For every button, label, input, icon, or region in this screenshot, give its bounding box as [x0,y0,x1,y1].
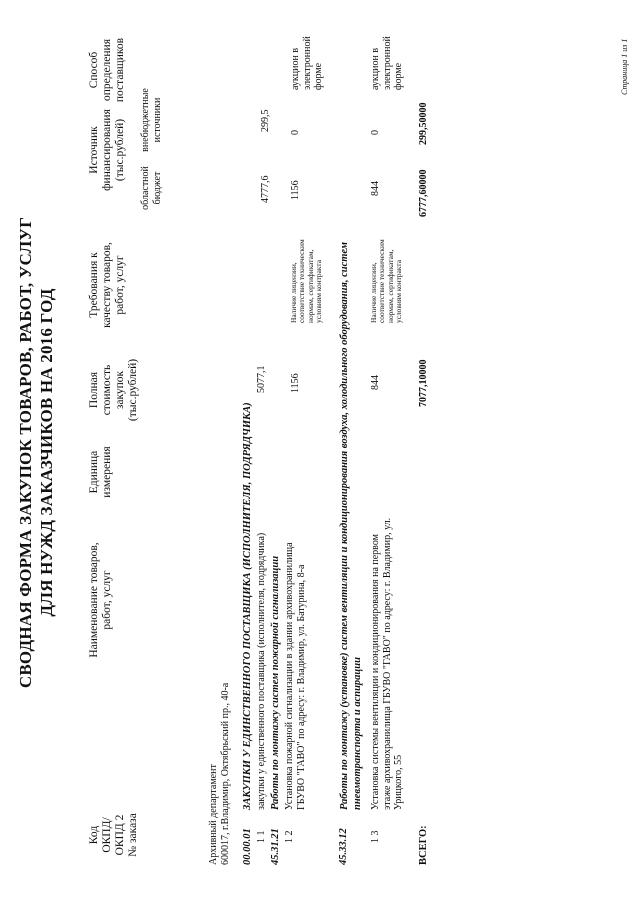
row-2-cost: 1156 [290,373,301,393]
header-name-l2: работ, услуг [101,570,113,630]
header-method-l1: Способ [88,51,100,89]
row-3-name: Установка системы вентиляции и кондиционирования на первом этаже архивохранилища ГБУВО "ГАВО" по адресу: г. Владимир, ул. Урицкого, 55 [370,517,404,810]
section-3-title: Работы по монтажу (установке) систем вентиляции и кондиционирования воздуха, холодильного оборудования, систем пневмотранспорта и аспирации [339,242,363,810]
header-fin-l3: (тыс.рублей) [114,118,126,182]
header-extra-l2: источники [152,97,163,143]
row-3-requirements: Наличие лицензии, соответствие техническим нормам, сертификатам, условиям контракта [369,239,404,323]
page-number: Страница 1 из 1 [620,38,629,95]
header-name-l1: Наименование товаров, [88,542,100,658]
header-regional-budget [140,158,164,218]
total-cost: 7077,10000 [418,359,429,407]
header-code-l4: № заказа [127,813,139,857]
header-method-l2: определения [101,39,113,102]
document-title-line1: СВОДНАЯ ФОРМА ЗАКУПОК ТОВАРОВ, РАБОТ, УСЛУГ [16,216,35,689]
header-cost-l4: (тыс.рублей) [127,358,139,422]
section-1-title: ЗАКУПКИ У ЕДИНСТВЕННОГО ПОСТАВЩИКА (ИСПОЛНИТЕЛЯ, ПОДРЯДЧИКА) [242,402,253,810]
header-unit-l1: Единица [88,450,100,494]
header-method [88,15,127,125]
customer-name: Архивный департамент [208,764,219,865]
customer-address: 600017, г.Владимир, Октябрьский пр., 40-а [220,682,231,865]
section-2-title: Работы по монтажу систем пожарной сигнализации [270,555,281,810]
row-1-extra: 299,5 [260,109,271,132]
row-3-method: аукцион в электронной форме [370,36,404,90]
header-extrabudget [140,80,164,160]
total-label: ВСЕГО: [418,825,429,865]
header-unit [88,432,114,512]
header-cost [88,350,140,430]
header-fin-l1: Источник [88,126,100,174]
row-2-extra: 0 [290,130,301,135]
header-req-l1: Требования к [88,252,100,318]
header-code-l2: ОКПД/ [101,817,113,853]
header-code [88,795,140,875]
row-1-cost: 5077,1 [256,365,267,393]
header-regional-l2: бюджет [152,171,163,205]
row-2-regional: 1156 [290,180,301,200]
document-title-line2: ДЛЯ НУЖД ЗАКАЗЧИКОВ НА 2016 ГОД [37,288,56,617]
row-2-requirements: Наличие лицензии, соответствие техническим нормам, сертификатам, условиям контракта [289,239,324,323]
row-3-regional: 844 [370,181,381,196]
header-requirements [88,230,127,340]
header-unit-l2: измерения [101,446,113,498]
header-code-l3: ОКПД 2 [114,814,126,856]
header-fin-l2: финансирования [101,109,113,191]
header-regional-l1: областной [140,166,151,210]
row-1-number: 1 1 [256,830,267,843]
row-3-number: 1 3 [370,830,381,843]
header-cost-l2: стоимость [101,364,113,416]
row-2-number: 1 2 [284,830,295,843]
row-2-method: аукцион в электронной форме [290,36,324,90]
header-name [88,515,114,685]
row-1-name: закупки у единственного поставщика (исполнителя, подрядчика) [256,532,267,810]
header-code-l1: Код [88,825,100,845]
header-cost-l3: закупок [114,370,126,410]
row-3-extra: 0 [370,130,381,135]
header-req-l3: работ, услуг [114,255,126,315]
row-3-cost: 844 [370,375,381,390]
row-2-name: Установка пожарной сигнализации в здании архивохранилища ГБУВО "ГАВО" по адресу: г. Владимир, ул. Батурина, 8-а [284,542,307,810]
header-cost-l1: Полная [88,371,100,409]
header-extra-l1: внебюджетные [140,88,151,152]
total-regional: 6777,60000 [418,169,429,217]
row-1-regional: 4777,6 [260,175,271,203]
section-3-code: 45.33.12 [338,828,349,865]
header-method-l3: поставщиков [114,37,126,103]
section-2-code: 45.31.21 [270,828,281,865]
header-req-l2: качеству товаров, [101,242,113,328]
total-extra: 299,50000 [418,102,429,145]
section-1-code: 00.00.01 [242,828,253,865]
